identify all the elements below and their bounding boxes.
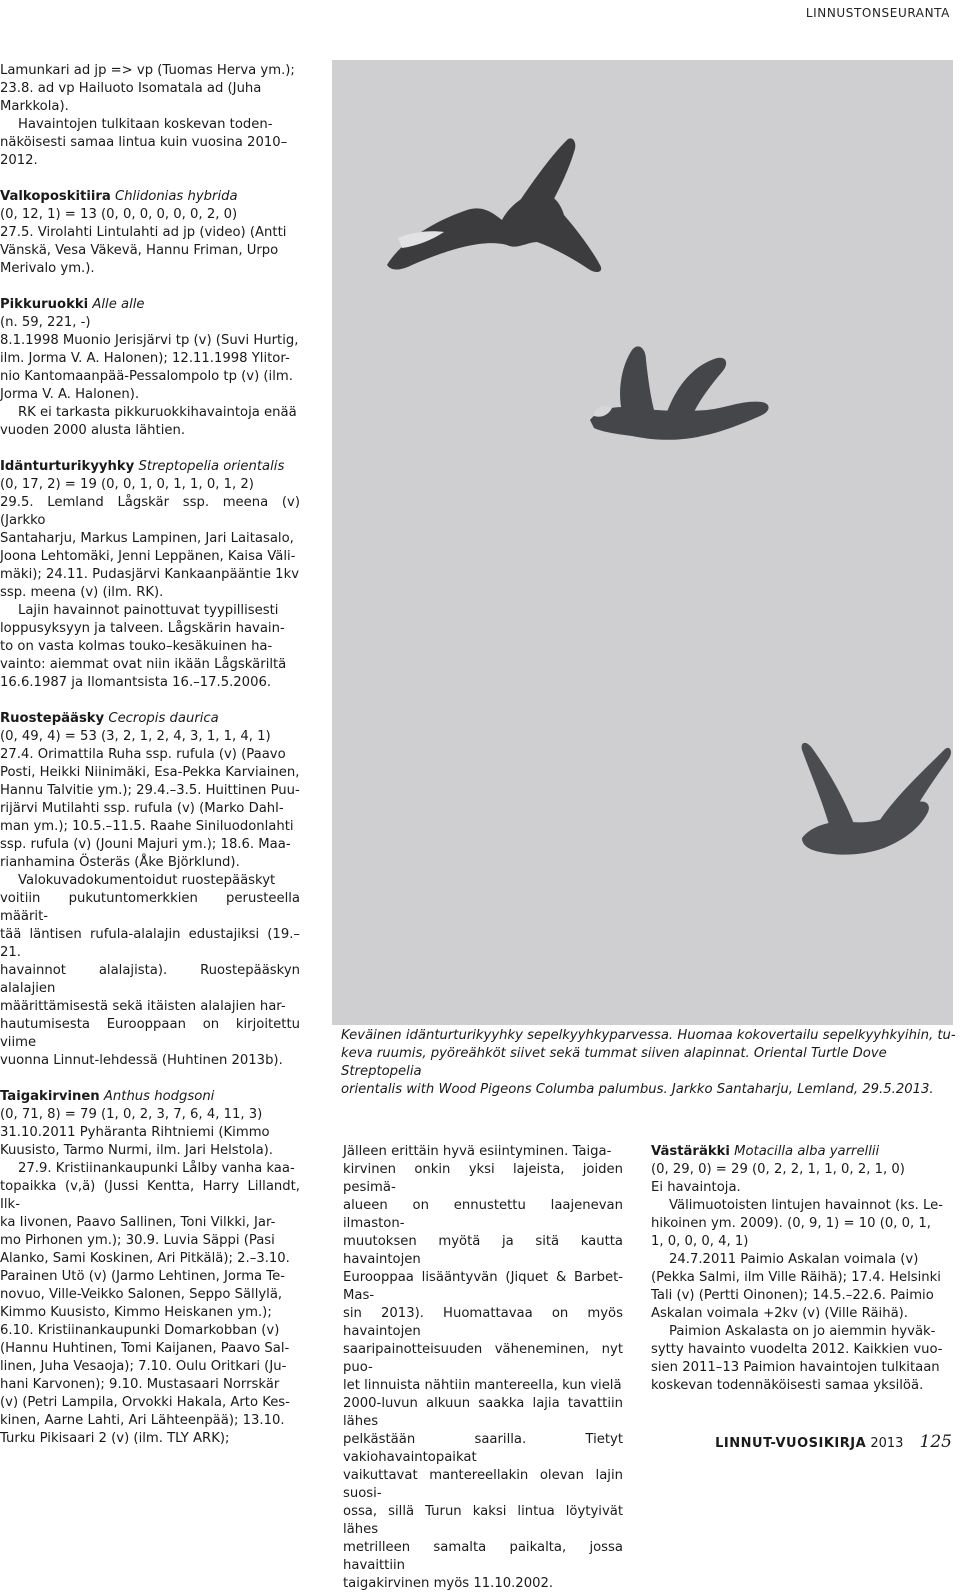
species-name: Pikkuruokki	[0, 297, 89, 312]
text-line: muutoksen myötä ja sitä kautta havaintojen	[343, 1234, 623, 1267]
text-line: 31.10.2011 Pyhäranta Rihtniemi (Kimmo	[0, 1125, 270, 1140]
scientific-name: Alle alle	[92, 297, 145, 312]
text-line: hani Karvonen); 9.10. Mustasaari Norrskär	[0, 1377, 280, 1392]
middle-column	[343, 1143, 623, 1593]
caption-line: Keväinen idänturturikyyhky sepelkyyhkyparvessa. Huomaa kokovertailu sepelkyyhkyihin, tu-	[341, 1028, 956, 1043]
text-line: kinen, Aarne Lahti, Ari Lähteenpää); 13.10.	[0, 1413, 285, 1428]
text-line: 16.6.1987 ja Ilomantsista 16.–17.5.2006.	[0, 675, 272, 690]
text-line: sien 2011–13 Paimion havaintojen tulkitaan	[651, 1360, 940, 1375]
text-line: näköisesti samaa lintua kuin vuosina 2010–	[0, 135, 288, 150]
page-number: 125	[919, 1432, 952, 1452]
text-line: 24.7.2011 Paimio Askalan voimala (v)	[669, 1252, 919, 1267]
text-line: vaikuttavat mantereellakin olevan lajin suosi-	[343, 1468, 623, 1501]
text-line: Eurooppaa lisääntyvän (Jiquet & Barbet-Mas-	[343, 1270, 623, 1303]
text-line: voitiin pukutuntomerkkien perusteella määrit-	[0, 891, 300, 924]
text-line: novuo, Ville-Veikko Salonen, Seppo Sällylä,	[0, 1287, 283, 1302]
text-line: Askalan voimala +2kv (v) (Ville Räihä).	[651, 1306, 909, 1321]
text-line: RK ei tarkasta pikkuruokkihavaintoja enää	[18, 405, 297, 420]
text-line: vuoden 2000 alusta lähtien.	[0, 423, 186, 438]
text-line: koskevan todennäköisesti samaa yksilöä.	[651, 1378, 924, 1393]
text-line: let linnuista nähtiin mantereella, kun vielä	[343, 1378, 622, 1393]
text-line: 2000-luvun alkuun saakka lajia tavattiin lähes	[343, 1396, 623, 1429]
text-line: taigakirvinen myös 11.10.2002.	[343, 1576, 554, 1591]
text-line: Santaharju, Markus Lampinen, Jari Laitasalo,	[0, 531, 294, 546]
text-line: mäki); 24.11. Pudasjärvi Kankaanpääntie 1kv	[0, 567, 300, 582]
text-line: Kimmo Kuusisto, Kimmo Heiskanen ym.);	[0, 1305, 272, 1320]
caption-line: orientalis with Wood Pigeons Columba palumbus. Jarkko Santaharju, Lemland, 29.5.2013.	[341, 1082, 934, 1097]
scientific-name: Cecropis daurica	[108, 711, 219, 726]
text-line: sin 2013). Huomattavaa on myös havaintojen	[343, 1306, 623, 1339]
text-line: saaripainotteisuuden väheneminen, nyt puo-	[343, 1342, 623, 1375]
text-line: 2012.	[0, 153, 38, 168]
text-line: Lajin havainnot painottuvat tyypillisesti	[18, 603, 279, 618]
text-line: Vänskä, Vesa Väkevä, Hannu Friman, Urpo	[0, 243, 279, 258]
species-counts: (0, 17, 2) = 19 (0, 0, 1, 0, 1, 1, 0, 1, 2)	[0, 477, 254, 492]
text-line: Tali (v) (Pertti Oinonen); 14.5.–22.6. Paimio	[651, 1288, 934, 1303]
caption-line: keva ruumis, pyöreähköt siivet sekä tummat siiven alapinnat. Oriental Turtle Dove Streptopelia	[341, 1046, 887, 1079]
species-name: Valkoposkitiira	[0, 189, 111, 204]
flying-birds-illustration	[332, 60, 953, 1025]
text-line: Kuusisto, Tarmo Nurmi, ilm. Jari Helstola).	[0, 1143, 273, 1158]
text-line: 29.5. Lemland Lågskär ssp. meena (v) (Jarkko	[0, 495, 300, 528]
species-name: Ruostepääsky	[0, 711, 105, 726]
text-line: rijärvi Mutilahti ssp. rufula (v) (Marko Dahl-	[0, 801, 284, 816]
text-line: mo Pirhonen ym.); 30.9. Luvia Säppi (Pasi	[0, 1233, 275, 1248]
species-counts: (n. 59, 221, -)	[0, 315, 91, 330]
text-line: vuonna Linnut-lehdessä (Huhtinen 2013b).	[0, 1053, 283, 1068]
left-column	[0, 62, 300, 1448]
text-line: Posti, Heikki Niinimäki, Esa-Pekka Karviainen,	[0, 765, 300, 780]
text-line: kirvinen onkin yksi lajeista, joiden pesimä-	[343, 1162, 623, 1195]
scientific-name: Motacilla alba yarrellii	[734, 1144, 880, 1159]
species-heading-pikkuruokki	[0, 296, 300, 314]
text-line: havainnot alalajista). Ruostepääskyn alalajien	[0, 963, 300, 996]
text-line: 8.1.1998 Muonio Jerisjärvi tp (v) (Suvi Hurtig,	[0, 333, 299, 348]
text-line: ilm. Jorma V. A. Halonen); 12.11.1998 Ylitor-	[0, 351, 290, 366]
text-line: Havaintojen tulkitaan koskevan toden-	[18, 117, 273, 132]
page-footer	[715, 1432, 952, 1452]
species-heading-taigakirvinen	[0, 1088, 300, 1106]
text-line: rianhamina Österäs (Åke Björklund).	[0, 855, 240, 870]
text-line: Jälleen erittäin hyvä esiintyminen. Taiga-	[343, 1144, 612, 1159]
text-line: Valokuvadokumentoidut ruostepääskyt	[18, 873, 276, 888]
species-name: Taigakirvinen	[0, 1089, 100, 1104]
scientific-name: Chlidonias hybrida	[114, 189, 238, 204]
text-line: pelkästään saarilla. Tietyt vakiohavaintopaikat	[343, 1432, 623, 1465]
text-line: hikoinen ym. 2009). (0, 9, 1) = 10 (0, 0, 1,	[651, 1216, 931, 1231]
text-line: sytty havainto vuodelta 2012. Kaikkien vuo-	[651, 1342, 943, 1357]
species-counts: (0, 49, 4) = 53 (3, 2, 1, 2, 4, 3, 1, 1, 4, 1)	[0, 729, 271, 744]
publication-year: 2013	[870, 1436, 904, 1451]
text-line: (Hannu Huhtinen, Tomi Kaijanen, Paavo Sal-	[0, 1341, 290, 1356]
text-line: 27.4. Orimattila Ruha ssp. rufula (v) (Paavo	[0, 747, 286, 762]
species-counts: (0, 71, 8) = 79 (1, 0, 2, 3, 7, 6, 4, 11, 3)	[0, 1107, 263, 1122]
species-name: Västäräkki	[651, 1144, 730, 1159]
text-line: topaikka (v,ä) (Jussi Kentta, Harry Lillandt, Ilk-	[0, 1179, 300, 1212]
text-line: määrittämisestä sekä itäisten alalajien har-	[0, 999, 286, 1014]
species-heading-idanturturikyyhky	[0, 458, 300, 476]
text-line: Jorma V. A. Halonen).	[0, 387, 140, 402]
text-line: Markkola).	[0, 99, 69, 114]
text-line: Merivalo ym.).	[0, 261, 95, 276]
bird-photo	[332, 60, 953, 1025]
text-line: ka Iivonen, Paavo Sallinen, Toni Vilkki, Jar-	[0, 1215, 276, 1230]
species-heading-ruostepaasky	[0, 710, 300, 728]
text-line: (v) (Petri Lampila, Orvokki Hakala, Arto Kes-	[0, 1395, 290, 1410]
scientific-name: Streptopelia orientalis	[138, 459, 285, 474]
text-line: ossa, sillä Turun kaksi lintua löytyivät lähes	[343, 1504, 623, 1537]
species-heading-valkoposkitiira	[0, 188, 300, 206]
text-line: Alanko, Sami Koskinen, Ari Pitkälä); 2.–3.10.	[0, 1251, 290, 1266]
text-line: man ym.); 10.5.–11.5. Raahe Siniluodonlahti	[0, 819, 294, 834]
text-line: Ei havaintoja.	[651, 1180, 741, 1195]
text-line: ssp. rufula (v) (Jouni Majuri ym.); 18.6. Maa-	[0, 837, 291, 852]
text-line: alueen on ennustettu laajenevan ilmaston-	[343, 1198, 623, 1231]
text-line: Joona Lehtomäki, Jenni Leppänen, Kaisa Väli-	[0, 549, 296, 564]
text-line: vainto: aiemmat ovat niin ikään Lågskäriltä	[0, 657, 287, 672]
text-line: (Pekka Salmi, ilm Ville Räihä); 17.4. Helsinki	[651, 1270, 941, 1285]
text-line: Paimion Askalasta on jo aiemmin hyväk-	[669, 1324, 936, 1339]
right-column	[651, 1143, 953, 1395]
text-line: metrilleen samalta paikalta, jossa havaittiin	[343, 1540, 623, 1573]
text-line: Hannu Talvitie ym.); 29.4.–3.5. Huittinen Puu-	[0, 783, 300, 798]
text-line: 27.9. Kristiinankaupunki Lålby vanha kaa-	[18, 1161, 295, 1176]
text-line: tää läntisen rufula-alalajin edustajiksi (19.–21.	[0, 927, 300, 960]
text-line: 27.5. Virolahti Lintulahti ad jp (video) (Antti	[0, 225, 287, 240]
text-line: Lamunkari ad jp => vp (Tuomas Herva ym.);	[0, 63, 295, 78]
text-line: nio Kantomaanpää-Pessalompolo tp (v) (ilm.	[0, 369, 293, 384]
text-line: Parainen Utö (v) (Jarmo Lehtinen, Jorma Te-	[0, 1269, 285, 1284]
text-line: Turku Pikisaari 2 (v) (ilm. TLY ARK);	[0, 1431, 230, 1446]
text-line: hautumisesta Eurooppaan on kirjoitettu viime	[0, 1017, 300, 1050]
text-line: to on vasta kolmas touko–kesäkuinen ha-	[0, 639, 273, 654]
text-line: Välimuotoisten lintujen havainnot (ks. Le-	[669, 1198, 943, 1213]
text-line: ssp. meena (v) (ilm. RK).	[0, 585, 164, 600]
section-tag: LINNUSTONSEURANTA	[805, 6, 950, 20]
species-name: Idänturturikyyhky	[0, 459, 135, 474]
scientific-name: Anthus hodgsoni	[103, 1089, 215, 1104]
text-line: linen, Juha Vesaoja); 7.10. Oulu Oritkari (Ju-	[0, 1359, 287, 1374]
text-line: 1, 0, 0, 0, 4, 1)	[651, 1234, 749, 1249]
species-counts: (0, 29, 0) = 29 (0, 2, 2, 1, 1, 0, 2, 1, 0)	[651, 1162, 905, 1177]
photo-caption	[341, 1027, 957, 1099]
text-line: loppusyksyyn ja talveen. Lågskärin havain-	[0, 621, 285, 636]
text-line: 6.10. Kristiinankaupunki Domarkobban (v)	[0, 1323, 280, 1338]
species-heading-vastarakki	[651, 1143, 953, 1161]
text-line: 23.8. ad vp Hailuoto Isomatala ad (Juha	[0, 81, 262, 96]
publication-name: LINNUT-VUOSIKIRJA	[715, 1436, 867, 1451]
species-counts: (0, 12, 1) = 13 (0, 0, 0, 0, 0, 0, 2, 0)	[0, 207, 238, 222]
